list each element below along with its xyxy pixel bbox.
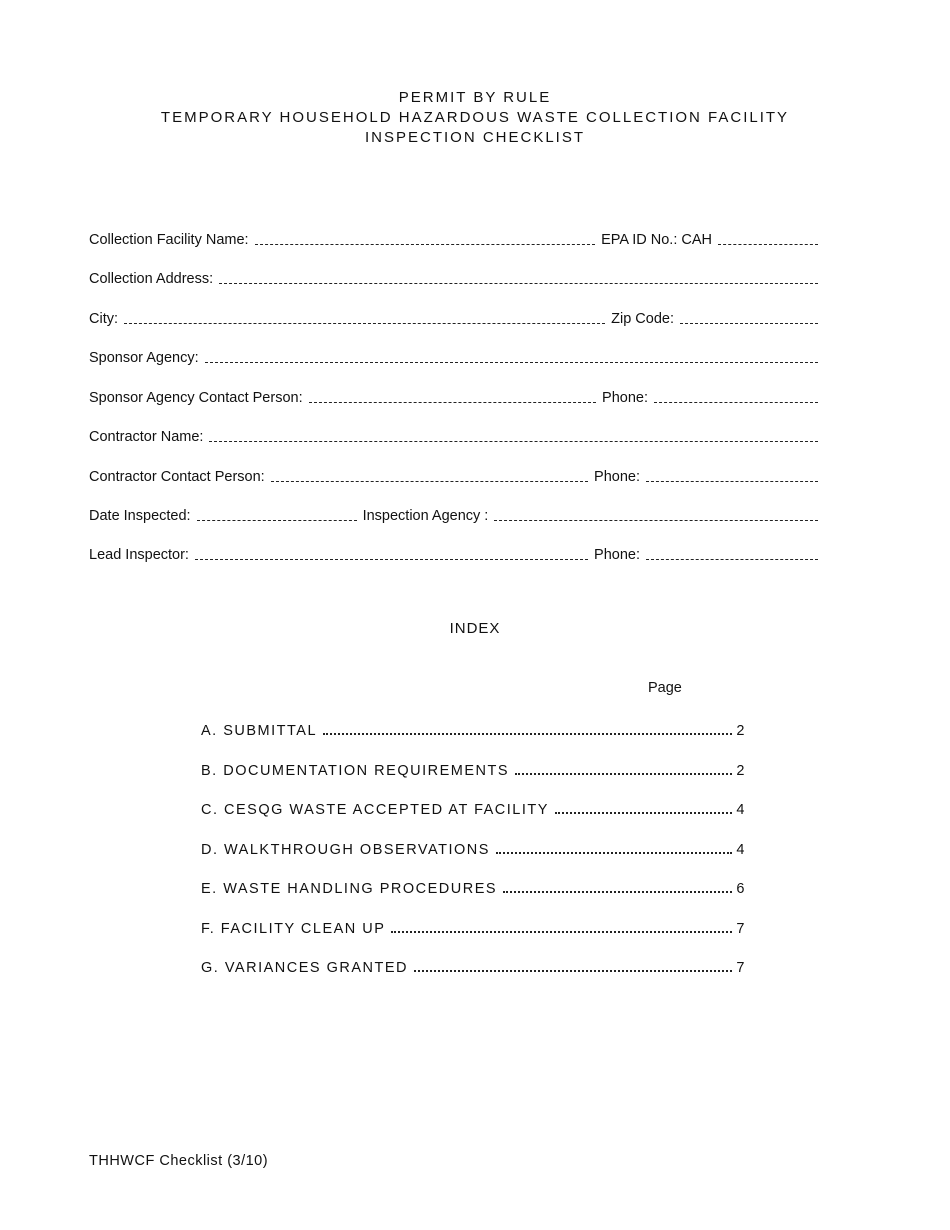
index-item-label: A. SUBMITTAL: [201, 723, 318, 739]
lead-phone-label: Phone:: [594, 547, 640, 563]
index-item-label: F. FACILITY CLEAN UP: [201, 921, 386, 937]
index-item-documentation[interactable]: [201, 759, 746, 779]
contractor-phone-field[interactable]: [646, 481, 818, 482]
sponsor-phone-field[interactable]: [654, 402, 818, 403]
date-inspected-field[interactable]: [197, 520, 357, 521]
page-column-header: Page: [648, 680, 682, 696]
contractor-name-row: [89, 423, 824, 445]
sponsor-phone-label: Phone:: [602, 390, 648, 406]
sponsor-agency-label: Sponsor Agency:: [89, 350, 199, 366]
contractor-name-label: Contractor Name:: [89, 429, 204, 445]
dot-leader: [391, 931, 732, 933]
dot-leader: [496, 852, 733, 854]
index-item-page: 4: [736, 842, 746, 858]
index-item-clean-up[interactable]: [201, 917, 746, 937]
city-field[interactable]: [124, 323, 605, 324]
index-item-label: B. DOCUMENTATION REQUIREMENTS: [201, 763, 509, 779]
checklist-title: INSPECTION CHECKLIST: [364, 129, 586, 146]
index-item-label: G. VARIANCES GRANTED: [201, 960, 408, 976]
sponsor-agency-field[interactable]: [205, 362, 818, 363]
contractor-contact-field[interactable]: [271, 481, 588, 482]
address-field[interactable]: [219, 283, 818, 284]
contractor-phone-label: Phone:: [594, 469, 640, 485]
city-label: City:: [89, 311, 118, 327]
lead-inspector-field[interactable]: [195, 559, 588, 560]
index-item-variances[interactable]: [201, 956, 746, 976]
dot-leader: [515, 773, 732, 775]
index-item-submittal[interactable]: [201, 719, 746, 739]
lead-inspector-label: Lead Inspector:: [89, 547, 189, 563]
lead-phone-field[interactable]: [646, 559, 818, 560]
dot-leader: [555, 812, 732, 814]
contractor-contact-row: [89, 463, 824, 485]
index-item-page: 2: [736, 763, 746, 779]
city-row: [89, 305, 824, 327]
dot-leader: [503, 891, 732, 893]
sponsor-contact-label: Sponsor Agency Contact Person:: [89, 390, 303, 406]
permit-title: PERMIT BY RULE: [398, 89, 552, 106]
inspection-agency-label: Inspection Agency :: [362, 508, 489, 524]
index-item-page: 4: [736, 802, 746, 818]
zip-label: Zip Code:: [611, 311, 674, 327]
date-inspected-label: Date Inspected:: [89, 508, 191, 524]
document-footer: THHWCF Checklist (3/10): [89, 1153, 269, 1169]
facility-name-field[interactable]: [255, 244, 596, 245]
facility-row: [89, 226, 824, 248]
dot-leader: [414, 970, 732, 972]
lead-inspector-row: [89, 541, 824, 563]
index-item-page: 2: [736, 723, 746, 739]
index-item-walkthrough[interactable]: [201, 838, 746, 858]
epa-id-field[interactable]: [718, 244, 818, 245]
index-item-page: 6: [736, 881, 746, 897]
facility-name-label: Collection Facility Name:: [89, 232, 249, 248]
address-label: Collection Address:: [89, 271, 214, 287]
epa-id-label: EPA ID No.: CAH: [601, 232, 712, 248]
contractor-name-field[interactable]: [209, 441, 818, 442]
index-item-page: 7: [736, 960, 746, 976]
index-item-label: C. CESQG WASTE ACCEPTED AT FACILITY: [201, 802, 549, 818]
index-item-page: 7: [736, 921, 746, 937]
index-item-label: E. WASTE HANDLING PROCEDURES: [201, 881, 498, 897]
address-row: [89, 265, 824, 287]
facility-title: TEMPORARY HOUSEHOLD HAZARDOUS WASTE COLLECTION FACILITY: [160, 109, 790, 126]
contractor-contact-label: Contractor Contact Person:: [89, 469, 265, 485]
sponsor-agency-row: [89, 344, 824, 366]
index-item-cesqg-waste[interactable]: [201, 798, 746, 818]
dot-leader: [323, 733, 732, 735]
inspection-agency-field[interactable]: [494, 520, 818, 521]
sponsor-contact-row: [89, 384, 824, 406]
index-title: INDEX: [449, 620, 501, 637]
sponsor-contact-field[interactable]: [309, 402, 596, 403]
date-row: [89, 502, 824, 524]
index-item-waste-handling[interactable]: [201, 877, 746, 897]
zip-field[interactable]: [680, 323, 818, 324]
index-item-label: D. WALKTHROUGH OBSERVATIONS: [201, 842, 490, 858]
